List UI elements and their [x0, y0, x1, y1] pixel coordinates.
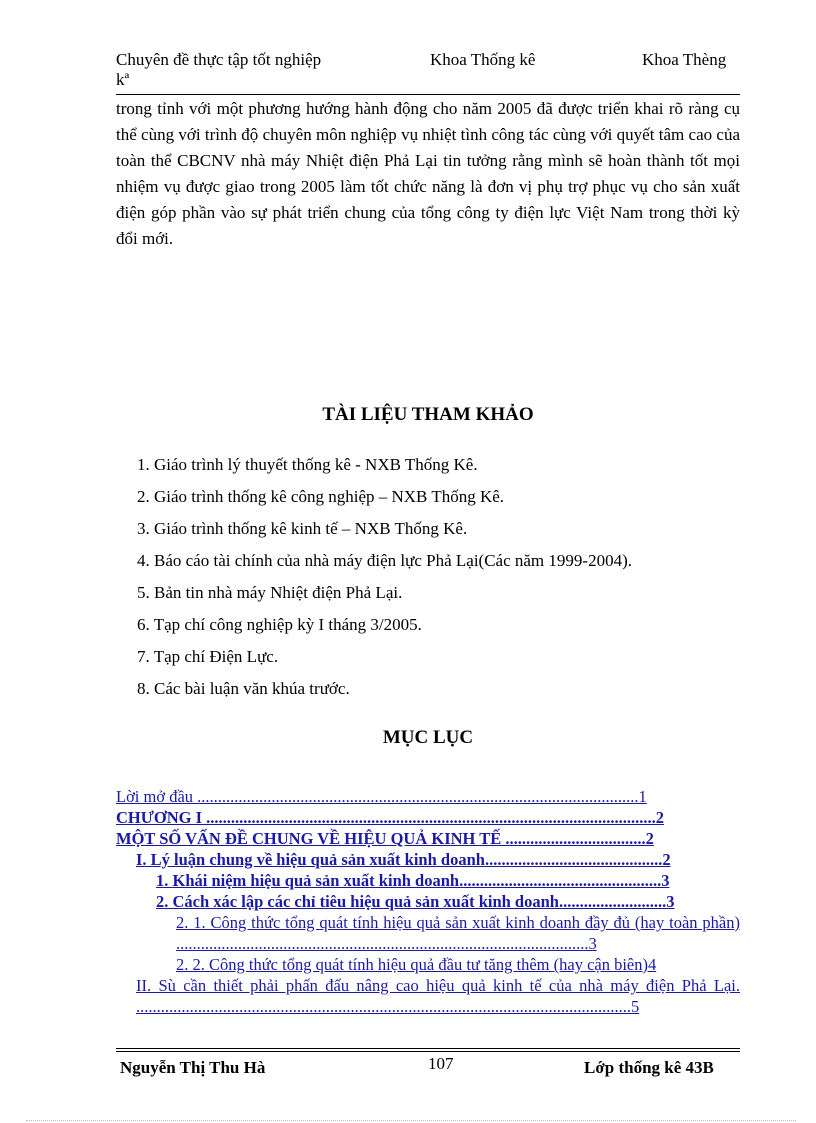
header-rule: [116, 94, 740, 95]
toc-link-introduction[interactable]: Lời mở đầu ...........................................................................................................1: [116, 787, 647, 806]
toc-link-section-2[interactable]: 2. Cách xác lập các chỉ tiêu hiệu quả sản xuất kinh doanh..........................3: [156, 892, 675, 911]
footer-rule-bottom: [116, 1051, 740, 1052]
reference-item: 4. Báo cáo tài chính của nhà máy điện lực Phả Lại(Các năm 1999-2004).: [137, 551, 632, 570]
toc-link-chapter-1[interactable]: CHƯƠNG I .............................................................................................................2: [116, 808, 665, 827]
toc-link-section-2-2[interactable]: 2. 2. Công thức tổng quát tính hiệu quả đầu tư tăng thêm (hay cận biên)4: [176, 955, 657, 974]
footer-class: Lớp thống kê 43B: [584, 1058, 714, 1077]
references-list: [137, 449, 632, 705]
reference-item: 5. Bản tin nhà máy Nhiệt điện Phả Lại.: [137, 583, 403, 602]
toc-link-section-1[interactable]: 1. Khái niệm hiệu quả sản xuất kinh doanh.................................................3: [156, 871, 670, 890]
toc-link-section-ii[interactable]: II. Sù cần thiết phải phấn đấu nâng cao hiệu quả kinh tế của nhà máy điện Phả Lại. ........................................................................................................................5: [136, 976, 740, 1016]
footer-author: Nguyễn Thị Thu Hà: [120, 1058, 266, 1077]
body-paragraph: trong tỉnh với một phương hướng hành động cho năm 2005 đã được triển khai rõ ràng cụ thể cùng với trình độ chuyên môn nghiệp vụ nhiệt tình công tác cùng với quyết tâm cao của toàn thể CBCNV nhà máy Nhiệt điện Phả Lại tin tưởng rằng mình sẽ hoàn thành tốt mọi nhiệm vụ được giao trong 2005 làm tốt chức năng là đơn vị phụ trợ phục vụ cho sản xuất điện góp phần vào sự phát triển chung của tổng công ty điện lực Việt Nam trong thời kỳ đổi mới.: [116, 99, 740, 248]
header-center-text: Khoa Thống kê: [430, 50, 536, 69]
table-of-contents: [116, 786, 740, 1017]
reference-item: 2. Giáo trình thống kê công nghiệp – NXB Thống Kê.: [137, 487, 505, 506]
footer-rule-top: [116, 1048, 740, 1049]
page-edge-divider: [26, 1120, 796, 1121]
toc-title: MỤC LỤC: [382, 727, 474, 748]
footer-page-number: 107: [428, 1054, 454, 1073]
header-right-text: Khoa Thèng: [642, 50, 727, 69]
toc-link-section-2-1[interactable]: 2. 1. Công thức tổng quát tính hiệu quả sản xuất kinh doanh đầy đủ (hay toàn phần) ....................................................................................................3: [176, 913, 740, 953]
toc-link-section-i[interactable]: I. Lý luận chung về hiệu quả sản xuất kinh doanh...........................................2: [136, 850, 671, 869]
references-title: TÀI LIỆU THAM KHẢO: [322, 404, 534, 425]
toc-link-chapter-1-title[interactable]: MỘT SỐ VẤN ĐỀ CHUNG VỀ HIỆU QUẢ KINH TẾ ..................................2: [116, 829, 654, 848]
reference-item: 7. Tạp chí Điện Lực.: [137, 647, 279, 666]
header-left-text: Chuyên đề thực tập tốt nghiệp: [116, 50, 322, 69]
reference-item: 1. Giáo trình lý thuyết thống kê - NXB Thống Kê.: [137, 455, 478, 474]
reference-item: 6. Tạp chí công nghiệp kỳ I tháng 3/2005.: [137, 615, 422, 634]
reference-item: 3. Giáo trình thống kê kinh tế – NXB Thống Kê.: [137, 519, 468, 538]
reference-item: 8. Các bài luận văn khúa trước.: [137, 679, 350, 698]
header-continuation-text: kª: [116, 70, 130, 89]
